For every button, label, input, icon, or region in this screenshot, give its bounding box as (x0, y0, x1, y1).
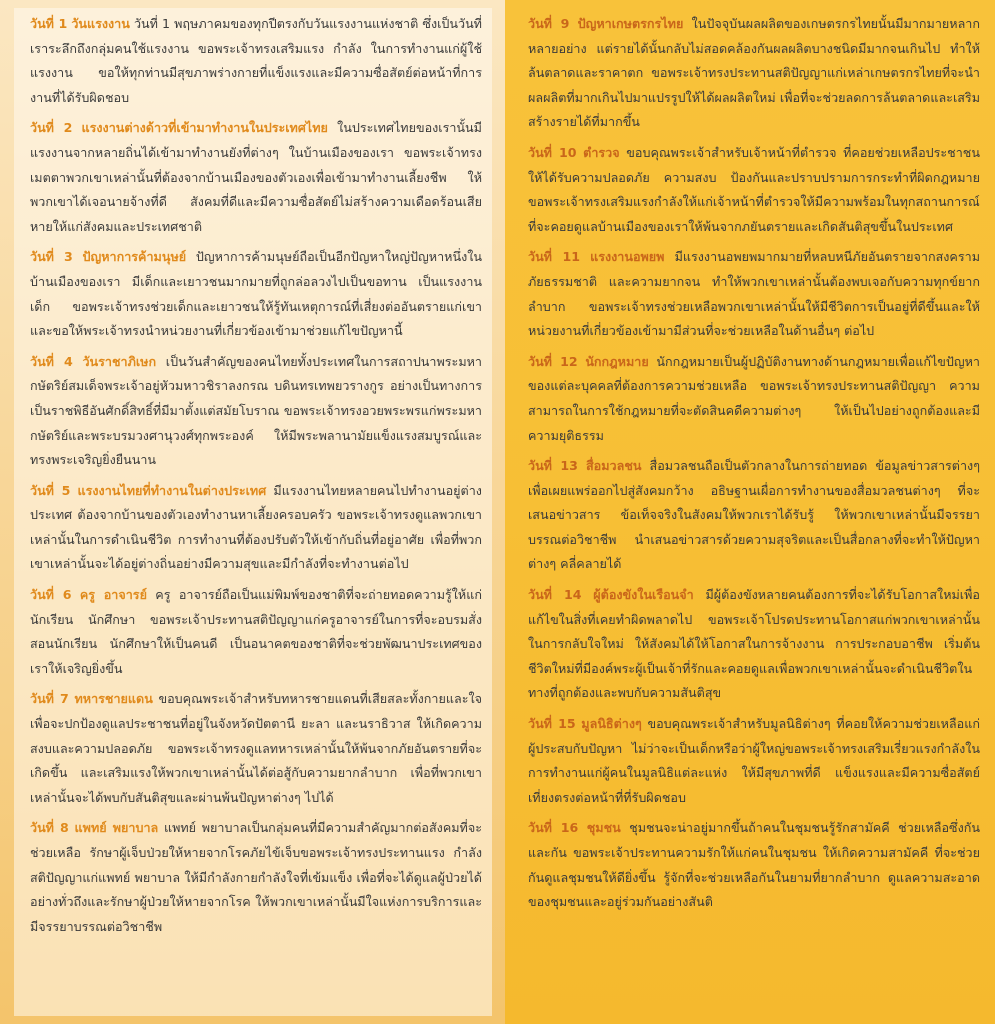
prayer-entry (528, 12, 980, 135)
entry-title: ปัญหาเกษตรกรไทย (577, 16, 684, 31)
entry-day: วันที่ 3 (30, 249, 73, 265)
entry-title: แรงงานต่างด้าวที่เข้ามาทำงานในประเทศไทย (81, 120, 328, 136)
entry-day: วันที่ 2 (30, 120, 73, 136)
entry-body: มีแรงงานไทยหลายคนไปทำงานอยู่ต่างประเทศ ต้องจากบ้านของตัวเองทำงานหาเลี้ยงครอบครัว ขอพระเจ้าทรงดูแลพวกเขาเหล่านั้นในการดำเนินชีวิต การทำงานที่ต้องปรับตัวให้เข้ากับถิ่นที่อยู่อาศัย เพื่อที่พวกเขาเหล่านั้นจะได้อยู่ต่างถิ่นอย่างมีความสุขและมีกำลังที่จะทำงานต่อไป (30, 482, 482, 572)
entry-title: ผู้ต้องขังในเรือนจำ (593, 587, 694, 603)
entry-title: ครู อาจารย์ (79, 587, 147, 603)
entry-title: นักกฎหมาย (585, 353, 649, 369)
entry-body: ขอบคุณพระเจ้าสำหรับมูลนิธิต่างๆ ที่คอยให้ความช่วยเหลือแก่ผู้ประสบกับปัญหา ไม่ว่าจะเป็นเด็กหรือว่าผู้ใหญ่ขอพระเจ้าทรงเสริมเรี่ยวแรงกำลังในการทำงานแก่ผู้คนในมูลนิธิแต่ละแห่ง ให้มีสุขภาพที่ดี แข็งแรงและมีความซื่อสัตย์ เที่ยงตรงต่อหน้าที่ที่รับผิดชอบ (528, 716, 980, 805)
entry-body: วันที่ 1 พฤษภาคมของทุกปีตรงกับวันแรงงานแห่งชาติ ซึ่งเป็นวันที่เราระลึกถึงกลุ่มคนใช้แรงงาน ขอพระเจ้าทรงเสริมแรง กำลัง ในการทำงานแก่ผู้ใช้แรงงาน ขอให้ทุกท่านมีสุขภาพร่างกายที่แข็งแรงและมีความซื่อสัตย์ต่อหน้าที่การงานที่ได้รับผิดชอบ (30, 16, 482, 105)
entry-day: วันที่ 13 (528, 458, 578, 474)
right-column (528, 12, 980, 921)
prayer-entry (30, 350, 482, 473)
entry-day: วันที่ 6 (30, 587, 72, 603)
entry-day: วันที่ 1 (30, 16, 68, 31)
entry-title: วันแรงงาน (71, 16, 130, 31)
prayer-entry (30, 479, 482, 577)
prayer-entry (528, 454, 980, 577)
entry-day: วันที่ 16 (528, 820, 579, 836)
entry-title: สื่อมวลชน (585, 458, 642, 474)
entry-day: วันที่ 5 (30, 482, 71, 498)
entry-body: ครู อาจารย์ถือเป็นแม่พิมพ์ของชาติที่จะถ่ายทอดความรู้ให้แก่นักเรียน นักศึกษา ขอพระเจ้าประทานสติปัญญาแก่ครูอาจารย์ในการที่จะอบรมสั่งสอนนักเรียน นักศึกษาให้เป็นคนดี เป็นอนาคตของชาติที่จะช่วยพัฒนาประเทศของเราให้เจริญยิ่งขึ้น (30, 587, 482, 676)
entry-body: ขอบคุณพระเจ้าสำหรับทหารชายแดนที่เสียสละทั้งกายและใจ เพื่อจะปกป้องดูแลประชาชนที่อยู่ในจังหวัดปัตตานี ยะลา และนราธิวาส ให้เกิดความสงบและความปลอดภัย ขอพระเจ้าทรงดูแลทหารเหล่านั้นให้พ้นจากภัยอันตรายที่จะเกิดขึ้น และเสริมแรงให้พวกเขาเหล่านั้นได้ต่อสู้กับความยากลำบาก เพื่อที่พวกเขาเหล่านั้นจะได้พบกับสันติสุขและผ่านพ้นปัญหาต่างๆ ไปได้ (30, 691, 482, 805)
entry-day: วันที่ 4 (30, 353, 73, 369)
prayer-entry (528, 141, 980, 239)
prayer-entry (30, 245, 482, 343)
entry-day: วันที่ 15 (528, 716, 576, 732)
entry-body: ปัญหาการค้ามนุษย์ถือเป็นอีกปัญหาใหญ่ปัญหาหนึ่งในบ้านเมืองของเรา มีเด็กและเยาวชนมากมายที่ถูกล่อลวงไปเป็นขอทาน เป็นแรงงานเด็ก ขอพระเจ้าทรงช่วยเด็กและเยาวชนให้รู้ทันเหตุการณ์ที่เสี่ยงต่ออันตรายแก่เขาและขอให้พระเจ้าทรงนำหน่วยงานที่เกี่ยวข้องเข้ามาช่วยแก้ไขปัญหานี้ (30, 249, 482, 339)
entry-day: วันที่ 8 (30, 820, 69, 836)
left-column (30, 12, 482, 945)
prayer-entry (30, 116, 482, 239)
entry-body: แพทย์ พยาบาลเป็นกลุ่มคนที่มีความสำคัญมากต่อสังคมที่จะช่วยเหลือ รักษาผู้เจ็บป่วยให้หายจากโรคภัยไข้เจ็บขอพระเจ้าทรงประทานแรง กำลัง สติปัญญาแก่แพทย์ พยาบาล ให้มีกำลังกายกำลังใจที่เข้มแข็ง เพื่อที่จะได้ดูแลผู้ป่วยได้อย่างทั่วถึงและรักษาผู้ป่วยให้หายจากโรค ให้พวกเขาเหล่านั้นมีใจแห่งการบริการและมีจรรยาบรรณต่อวิชาชีพ (30, 820, 482, 934)
entry-title: แรงงานอพยพ (590, 249, 665, 265)
entry-day: วันที่ 10 (528, 144, 577, 160)
entry-body: ในประเทศไทยของเรานั้นมีแรงงานจากหลายถิ่นได้เข้ามาทำงานยังที่ต่างๆ ในบ้านเมืองของเรา ขอพระเจ้าทรงเมตตาพวกเขาเหล่านั้นที่ต้องจากบ้านเมืองของตัวเองเพื่อเข้ามาทำงานเลี้ยงชีพ ให้พวกเขาได้เจอนายจ้างที่ดี สังคมที่ดีและมีความซื่อสัตย์ไม่สร้างความเดือดร้อนเสียหายให้แก่สังคมและประเทศชาติ (30, 120, 482, 234)
prayer-entry (30, 12, 482, 110)
entry-body: มีผู้ต้องขังหลายคนต้องการที่จะได้รับโอกาสใหม่เพื่อแก้ไขในสิ่งที่เคยทำผิดพลาดไป ขอพระเจ้าโปรดประทานโอกาสแก่พวกเขาเหล่านั้นในการกลับใจใหม่ ให้สังคมได้ให้โอกาสในการจ้างงาน การประกอบอาชีพ เริ่มต้นชีวิตใหม่ที่มีองค์พระผู้เป็นเจ้าที่รักและคอยดูแลเพื่อพวกเขาเหล่านั้นจะดำเนินชีวิตในทางที่ถูกต้องและพบกับความสันติสุข (528, 587, 980, 701)
prayer-entry (30, 583, 482, 681)
entry-title: แรงงานไทยที่ทำงานในต่างประเทศ (77, 482, 267, 498)
entry-body: สื่อมวลชนถือเป็นตัวกลางในการถ่ายทอด ข้อมูลข่าวสารต่างๆ เพื่อเผยแพร่ออกไปสู่สังคมกว้าง อธิษฐานเผื่อการทำงานของสื่อมวลชนต่างๆ ที่จะเสนอข่าวสาร ข้อเท็จจริงในสังคมให้พวกเราได้รับรู้ ให้พวกเขาเหล่านั้นมีจรรยาบรรณต่อวิชาชีพ นำเสนอข่าวสารด้วยความสุจริตและเป็นสื่อกลางที่จะทำให้ปัญหาต่างๆ คลี่คลายได้ (528, 458, 980, 572)
entry-body: เป็นวันสำคัญของคนไทยทั้งประเทศในการสถาปนาพระมหากษัตริย์สมเด็จพระเจ้าอยู่หัวมหาวชิราลงกรณ บดินทรเทพยวรางกูร อย่างเป็นทางการ เป็นราชพิธีอันศักดิ์สิทธิ์ที่มีมาตั้งแต่สมัยโบราณ ขอพระเจ้าทรงอวยพระพรแก่พระมหากษัตริย์และพระบรมวงศานุวงศ์ทุกพระองค์ ให้มีพระพลานามัยแข็งแรงสมบูรณ์และทรงพระเจริญยิ่งยืนนาน (30, 353, 482, 468)
entry-day: วันที่ 11 (528, 249, 580, 265)
prayer-entry (528, 712, 980, 810)
entry-body: ในปัจจุบันผลผลิตของเกษตรกรไทยนั้นมีมากมายหลากหลายอย่าง แต่รายได้นั้นกลับไม่สอดคล้องกันผลผลิตบางชนิดมีมากจนเกินไป ทำให้ล้นตลาดและราคาตก ขอพระเจ้าทรงประทานสติปัญญาแก่เหล่าเกษตรกรไทยที่จะนำผลผลิตที่มากเกินไปมาแปรรูปให้ได้ผลผลิตใหม่ เพื่อที่จะช่วยลดการล้นตลาดและเสริมสร้างรายได้ที่มากขึ้น (528, 16, 980, 130)
prayer-entry (30, 816, 482, 939)
right-panel (505, 0, 995, 1024)
entry-title: ทหารชายแดน (74, 691, 153, 707)
entry-day: วันที่ 14 (528, 587, 582, 603)
entry-body: ขอบคุณพระเจ้าสำหรับเจ้าหน้าที่ตำรวจ ที่คอยช่วยเหลือประชาชนให้ได้รับความปลอดภัย ความสงบ ป้องกันและปราบปรามการกระทำที่ผิดกฎหมาย ขอพระเจ้าทรงเสริมแรงกำลังให้แก่เจ้าหน้าที่ตำรวจให้มีความพร้อมในทุกสถานการณ์ ที่จะคอยดูแลบ้านเมืองของเราให้พ้นจากภยันตรายและเกิดสันติสุขขึ้นในประเทศ (528, 144, 980, 234)
entry-title: วันราชาภิเษก (82, 353, 157, 369)
entry-title: แพทย์ พยาบาล (74, 820, 159, 836)
entry-title: ตำรวจ (583, 144, 620, 160)
prayer-entry (528, 583, 980, 706)
entry-body: นักกฎหมายเป็นผู้ปฏิบัติงานทางด้านกฎหมายเพื่อแก้ไขปัญหาของแต่ละบุคคลที่ต้องการความช่วยเหลือ ขอพระเจ้าทรงประทานสติปัญญา ความสามารถในการใช้กฎหมายที่จะตัดสินคดีความต่างๆ ให้เป็นไปอย่างถูกต้องและมีความยุติธรรม (528, 353, 980, 443)
entry-day: วันที่ 12 (528, 353, 578, 369)
entry-title: มูลนิธิต่างๆ (581, 716, 642, 732)
prayer-entry (528, 816, 980, 914)
entry-day: วันที่ 9 (528, 16, 570, 31)
prayer-entry (528, 350, 980, 448)
prayer-entry (30, 687, 482, 810)
entry-title: ปัญหาการค้ามนุษย์ (82, 249, 187, 265)
entry-body: ชุมชนจะน่าอยู่มากขึ้นถ้าคนในชุมชนรู้รักสามัคคี ช่วยเหลือซึ่งกันและกัน ขอพระเจ้าประทานความรักให้แก่คนในชุมชน ให้เกิดความสามัคคี ที่จะช่วยกันดูแลชุมชนให้ดียิ่งขึ้น รู้จักที่จะช่วยเหลือกันในยามที่ยากลำบาก ดูแลความสะอาดของชุมชนและอยู่ร่วมกันอย่างสันติ (528, 820, 980, 910)
entry-title: ชุมชน (586, 820, 621, 836)
entry-day: วันที่ 7 (30, 691, 69, 707)
prayer-entry (528, 245, 980, 343)
entry-body: มีแรงงานอพยพมากมายที่หลบหนีภัยอันตรายจากสงคราม ภัยธรรมชาติ และความยากจน ทำให้พวกเขาเหล่านั้นต้องพบเจอกับความทุกข์ยากลำบาก ขอพระเจ้าทรงช่วยเหลือพวกเขาเหล่านั้นให้มีชีวิตการเป็นอยู่ที่ดีขึ้นและให้หน่วยงานที่เกี่ยวข้องเข้ามามีส่วนที่จะช่วยเหลือในด้านอื่นๆ ต่อไป (528, 249, 980, 339)
